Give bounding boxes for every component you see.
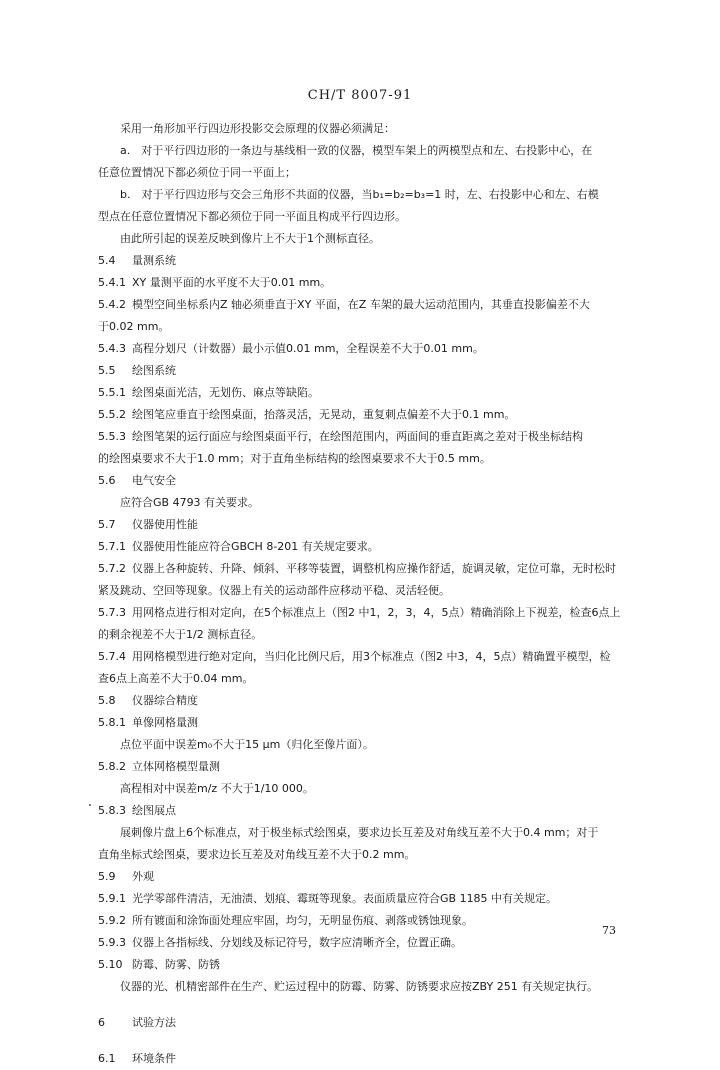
text-line (98, 162, 638, 184)
section-number: 5.5.2 (98, 408, 126, 421)
line-text: 量测系统 (132, 254, 176, 267)
text-line (98, 646, 638, 668)
section-number: 6.1 (98, 1052, 116, 1065)
line-text: 绘图笔应垂直于绘图桌面，抬落灵活，无晃动，重复刺点偏差不大于0.1 mm。 (132, 408, 516, 421)
margin-mark (89, 804, 91, 806)
line-text: 的绘图桌要求不大于1.0 mm；对于直角坐标结构的绘图桌要求不大于0.5 mm。 (98, 452, 491, 465)
line-text: 由此所引起的误差反映到像片上不大于1个测标直径。 (120, 232, 380, 245)
text-line (98, 558, 638, 580)
text-line (98, 514, 638, 536)
text-line (98, 932, 638, 954)
text-line (98, 712, 638, 734)
line-text: 任意位置情况下都必须位于同一平面上； (98, 166, 296, 179)
text-line (98, 228, 638, 250)
text-line (98, 206, 638, 228)
text-line (98, 800, 638, 822)
section-number: 5.4.3 (98, 342, 126, 355)
document-body (98, 118, 638, 1070)
line-text: 绘图系统 (132, 364, 176, 377)
section-number: 5.7 (98, 518, 116, 531)
text-line (98, 888, 638, 910)
text-line (98, 382, 638, 404)
text-line (98, 844, 638, 866)
line-text: 高程相对中误差m/z 不大于1/10 000。 (120, 782, 314, 795)
text-line (98, 250, 638, 272)
section-number: 5.5.3 (98, 430, 126, 443)
text-line (98, 1012, 638, 1034)
section-number: 5.5 (98, 364, 116, 377)
section-number: 5.7.1 (98, 540, 126, 553)
section-number: 5.9.1 (98, 892, 126, 905)
line-text: 立体网格模型量测 (132, 760, 220, 773)
line-text: 光学零部件清洁，无油渍、划痕、霉斑等现象。表面质量应符合GB 1185 中有关规定。 (132, 892, 558, 905)
text-line (98, 118, 638, 140)
text-line (98, 492, 638, 514)
line-text: 展刺像片盘上6个标准点，对于极坐标式绘图桌，要求边长互差及对角线互差不大于0.4 mm；对于 (120, 826, 599, 839)
text-line (98, 272, 638, 294)
text-line (98, 338, 638, 360)
section-number: 5.4.2 (98, 298, 126, 311)
text-line (98, 536, 638, 558)
line-text: 电气安全 (132, 474, 176, 487)
text-line (98, 734, 638, 756)
text-line (98, 954, 638, 976)
text-line (98, 184, 638, 206)
section-number: 5.6 (98, 474, 116, 487)
line-text: 外观 (132, 870, 154, 883)
section-number: 5.10 (98, 958, 123, 971)
line-text: 的剩余视差不大于1/2 测标直径。 (98, 628, 263, 641)
section-number: 5.9.3 (98, 936, 126, 949)
line-text: 绘图桌面光洁，无划伤、麻点等缺陷。 (132, 386, 319, 399)
line-text: 点位平面中误差m₀不大于15 μm（归化至像片面）。 (120, 738, 374, 751)
section-number: 5.7.3 (98, 606, 126, 619)
page-number: 73 (602, 924, 616, 937)
line-text: 用网格点进行相对定向，在5个标准点上（图2 中1，2，3，4，5点）精确消除上下视差，检查6点上 (132, 606, 621, 619)
text-line (98, 294, 638, 316)
line-text: 型点在任意位置情况下都必须位于同一平面且构成平行四边形。 (98, 210, 406, 223)
section-number: 6 (98, 1016, 105, 1029)
line-text: 模型空间坐标系内Z 轴必须垂直于XY 平面，在Z 车架的最大运动范围内，其垂直投影偏差不大 (132, 298, 590, 311)
line-text: 紧及跳动、空回等现象。仪器上有关的运动部件应移动平稳、灵活轻便。 (98, 584, 450, 597)
text-line (98, 668, 638, 690)
line-text: 仪器上各种旋转、升降、倾斜、平移等装置，调整机构应操作舒适，旋调灵敏，定位可靠，无时松时 (132, 562, 616, 575)
line-text: XY 量测平面的水平度不大于0.01 mm。 (132, 276, 332, 289)
line-text: 仪器上各指标线、分划线及标记符号，数字应清晰齐全，位置正确。 (132, 936, 462, 949)
text-line (98, 404, 638, 426)
text-line (98, 448, 638, 470)
text-line (98, 360, 638, 382)
section-number: 5.8.1 (98, 716, 126, 729)
text-line (98, 316, 638, 338)
text-line (98, 976, 638, 998)
section-number: 5.8.3 (98, 804, 126, 817)
section-number: 5.8 (98, 694, 116, 707)
text-line (98, 1048, 638, 1070)
line-text: 应符合GB 4793 有关要求。 (120, 496, 260, 509)
text-line (98, 756, 638, 778)
text-line (98, 140, 638, 162)
line-text: 绘图笔架的运行面应与绘图桌面平行，在绘图范围内，两面间的垂直距离之差对于极坐标结构 (132, 430, 583, 443)
line-text: 仪器综合精度 (132, 694, 198, 707)
text-line (98, 470, 638, 492)
line-text: 查6点上高差不大于0.04 mm。 (98, 672, 254, 685)
line-text: 于0.02 mm。 (98, 320, 170, 333)
line-text: 绘图展点 (132, 804, 176, 817)
standard-header: CH/T 8007-91 (307, 88, 413, 103)
section-number: 5.9 (98, 870, 116, 883)
line-text: 仪器使用性能应符合GBCH 8-201 有关规定要求。 (132, 540, 379, 553)
text-line (98, 690, 638, 712)
line-text: 高程分划尺（计数器）最小示值0.01 mm，全程误差不大于0.01 mm。 (132, 342, 484, 355)
text-line (98, 866, 638, 888)
text-line (98, 602, 638, 624)
line-text: 仪器的光、机精密部件在生产、贮运过程中的防霉、防雾、防锈要求应按ZBY 251 有关规定执行。 (120, 980, 599, 993)
text-line (98, 426, 638, 448)
line-text: 单像网格量测 (132, 716, 198, 729)
section-number: 5.7.2 (98, 562, 126, 575)
section-number: 5.9.2 (98, 914, 126, 927)
section-number: 5.4 (98, 254, 116, 267)
section-number: 5.5.1 (98, 386, 126, 399)
text-line (98, 580, 638, 602)
text-line (98, 822, 638, 844)
section-number: 5.4.1 (98, 276, 126, 289)
line-text: 用网格模型进行绝对定向，当归化比例尺后，用3个标准点（图2 中3，4，5点）精确置平模型，检 (132, 650, 611, 663)
line-text: 采用一角形加平行四边形投影交会原理的仪器必须满足： (120, 122, 395, 135)
line-text: 防霉、防雾、防锈 (132, 958, 220, 971)
line-text: 试验方法 (132, 1016, 176, 1029)
line-text: 所有镀面和涂饰面处理应牢固，均匀，无明显伤痕、剥落或锈蚀现象。 (132, 914, 473, 927)
text-line (98, 910, 638, 932)
line-text: a. 对于平行四边形的一条边与基线相一致的仪器，模型车架上的两模型点和左、右投影中心，在 (120, 144, 593, 157)
line-text: 直角坐标式绘图桌，要求边长互差及对角线互差不大于0.2 mm。 (98, 848, 416, 861)
line-text: 仪器使用性能 (132, 518, 198, 531)
line-text: 环境条件 (132, 1052, 176, 1065)
section-number: 5.8.2 (98, 760, 126, 773)
text-line (98, 778, 638, 800)
line-text: b. 对于平行四边形与交会三角形不共面的仪器，当b₁=b₂=b₃=1 时，左、右投影中心和左、右模 (120, 188, 599, 201)
text-line (98, 624, 638, 646)
section-number: 5.7.4 (98, 650, 126, 663)
